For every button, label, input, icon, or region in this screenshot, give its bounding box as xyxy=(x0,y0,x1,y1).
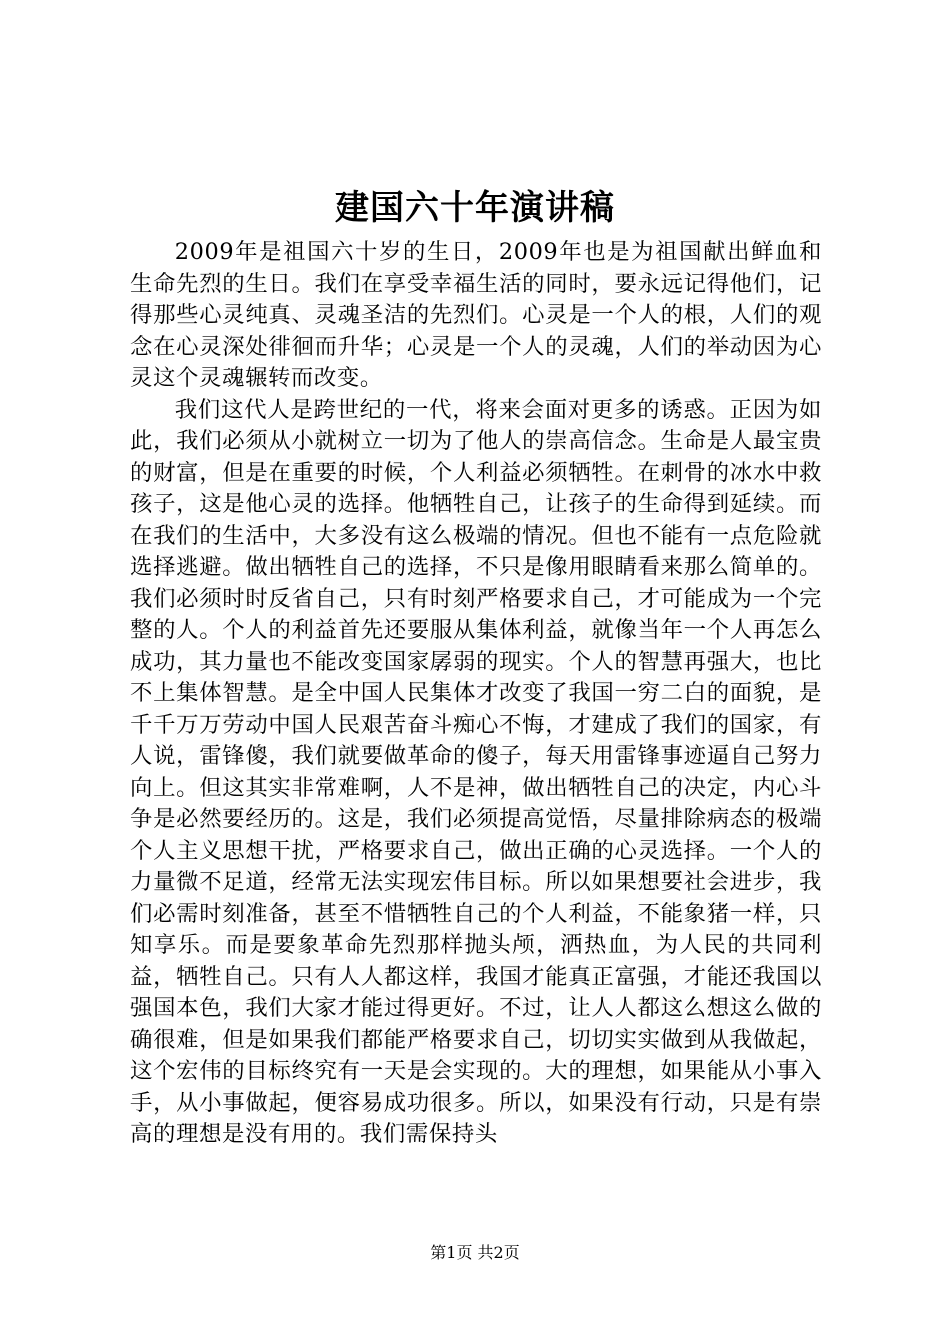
document-title: 建国六十年演讲稿 xyxy=(335,188,615,228)
document-body xyxy=(130,237,822,1151)
paragraph-1: 2009年是祖国六十岁的生日，2009年也是为祖国献出鲜血和生命先烈的生日。我们在享受幸福生活的同时，要永远记得他们，记得那些心灵纯真、灵魂圣洁的先烈们。心灵是一个人的根，人们的观念在心灵深处徘徊而升华；心灵是一个人的灵魂，人们的举动因为心灵这个灵魂辗转而改变。 xyxy=(130,239,822,391)
page-number-footer: 第1页 共2页 xyxy=(430,1243,520,1262)
paragraph-2: 我们这代人是跨世纪的一代，将来会面对更多的诱惑。正因为如此，我们必须从小就树立一切为了他人的崇高信念。生命是人最宝贵的财富，但是在重要的时候，个人利益必须牺牲。在刺骨的冰水中救孩子，这是他心灵的选择。他牺牲自己，让孩子的生命得到延续。而在我们的生活中，大多没有这么极端的情况。但也不能有一点危险就选择逃避。做出牺牲自己的选择，不只是像用眼睛看来那么简单的。我们必须时时反省自己，只有时刻严格要求自己，才可能成为一个完整的人。个人的利益首先还要服从集体利益，就像当年一个人再怎么成功，其力量也不能改变国家孱弱的现实。个人的智慧再强大，也比不上集体智慧。是全中国人民集体才改变了我国一穷二白的面貌，是千千万万劳动中国人民艰苦奋斗痴心不悔，才建成了我们的国家，有人说，雷锋傻，我们就要做革命的傻子，每天用雷锋事迹逼自己努力向上。但这其实非常难啊，人不是神，做出牺牲自己的决定，内心斗争是必然要经历的。这是，我们必须提高觉悟，尽量排除病态的极端个人主义思想干扰，严格要求自己，做出正确的心灵选择。一个人的力量微不足道，经常无法实现宏伟目标。所以如果想要社会进步，我们必需时刻准备，甚至不惜牺牲自己的个人利益，不能象猪一样，只知享乐。而是要象革命先烈那样抛头颅，洒热血，为人民的共同利益，牺牲自己。只有人人都这样，我国才能真正富强，才能还我国以强国本色，我们大家才能过得更好。不过，让人人都这么想这么做的确很难，但是如果我们都能严格要求自己，切切实实做到从我做起，这个宏伟的目标终究有一天是会实现的。大的理想，如果能从小事入手，从小事做起，便容易成功很多。所以，如果没有行动，只是有崇高的理想是没有用的。我们需保持头 xyxy=(130,396,822,1147)
